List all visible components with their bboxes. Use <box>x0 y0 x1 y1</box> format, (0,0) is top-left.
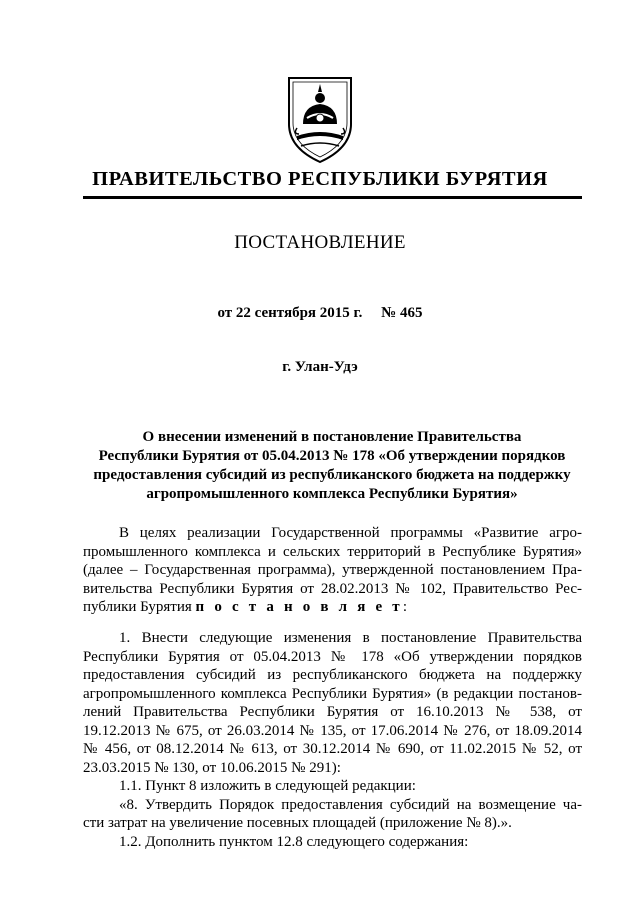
document-subject <box>82 428 582 504</box>
text-line: агропромышленного комплекса Республики Бурятия» (в редакции постанов- <box>83 685 582 702</box>
text-fragment: публики Бурятия <box>83 599 196 615</box>
decree-word: п о с т а н о в л я е т <box>195 599 403 615</box>
text-line: промышленного комплекса и сельских территорий в Республике Бурятия» <box>83 543 582 560</box>
text-line: Республики Бурятия от 05.04.2013 № 178 «Об утверждении порядков <box>83 648 582 665</box>
subject-line: О внесении изменений в постановление Правительства <box>142 429 522 445</box>
document-type: ПОСТАНОВЛЕНИЕ <box>234 232 406 253</box>
document-number: № 465 <box>381 305 423 321</box>
document-city: г. Улан-Удэ <box>282 359 358 375</box>
text-line: вительства Республики Бурятия от 28.02.2013 № 102, Правительство Рес- <box>83 580 582 597</box>
text-line: лений Правительства Республики Бурятия от 16.10.2013 № 538, от <box>83 704 582 720</box>
text-line: № 456, от 08.12.2014 № 613, от 30.12.2014 № 690, от 11.02.2015 № 52, от <box>83 741 582 757</box>
document-date: от 22 сентября 2015 г. <box>217 305 363 321</box>
text-line: 19.12.2013 № 675, от 26.03.2014 № 135, от 17.06.2014 № 276, от 18.09.2014 <box>83 722 582 739</box>
text-line: «8. Утвердить Порядок предоставления субсидий на возмещение ча- <box>119 796 582 813</box>
text-line: (далее – Государственная программа), утвержденной постановлением Пра- <box>83 562 582 578</box>
text-line: 1.1. Пункт 8 изложить в следующей редакции: <box>119 778 416 794</box>
government-title: ПРАВИТЕЛЬСТВО РЕСПУБЛИКИ БУРЯТИЯ <box>92 168 548 190</box>
date-number-line <box>0 305 640 322</box>
text-line: предоставления субсидий из республиканского бюджета на поддержку <box>83 667 582 683</box>
header-divider <box>83 196 582 199</box>
text-fragment: : <box>402 599 408 615</box>
items-section <box>83 629 582 851</box>
subject-line: Республики Бурятия от 05.04.2013 № 178 «Об утверждении порядков <box>98 448 566 464</box>
subject-line: предоставления субсидий из республиканского бюджета на поддержку <box>93 467 571 483</box>
coat-of-arms-icon <box>283 74 357 166</box>
subject-line: агропромышленного комплекса Республики Бурятия» <box>146 486 518 502</box>
text-line: сти затрат на увеличение посевных площадей (приложение № 8).». <box>83 815 512 831</box>
text-line: 1.2. Дополнить пунктом 12.8 следующего содержания: <box>119 833 469 850</box>
preamble-paragraph <box>83 524 582 617</box>
text-line: В целях реализации Государственной программы «Развитие агро- <box>119 525 582 541</box>
text-line: 23.03.2015 № 130, от 10.06.2015 № 291): <box>83 759 341 776</box>
text-line: 1. Внести следующие изменения в постановление Правительства <box>119 630 582 646</box>
text-line-decree <box>83 598 582 617</box>
